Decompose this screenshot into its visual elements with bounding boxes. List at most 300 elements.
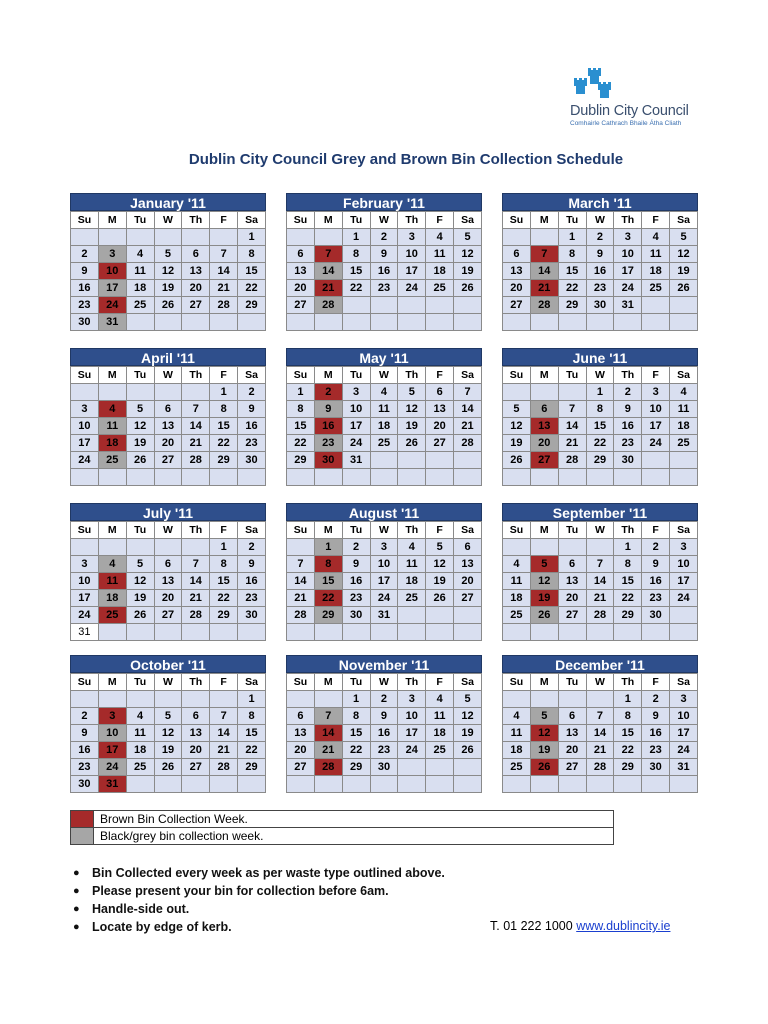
day-cell: 7 bbox=[210, 246, 238, 263]
day-cell: 23 bbox=[342, 590, 370, 607]
day-cell: 10 bbox=[670, 556, 698, 573]
day-cell-grey-bin: 23 bbox=[314, 435, 342, 452]
day-cell-brown-bin: 21 bbox=[530, 280, 558, 297]
legend-row-grey bbox=[71, 828, 614, 845]
week-row bbox=[287, 246, 482, 263]
weekday-label: Tu bbox=[558, 367, 586, 384]
day-cell-grey-bin: 19 bbox=[530, 742, 558, 759]
weekday-label: Th bbox=[398, 367, 426, 384]
weekday-label: Th bbox=[614, 522, 642, 539]
day-cell: 25 bbox=[370, 435, 398, 452]
weekday-header-row bbox=[287, 674, 482, 691]
weekday-label: W bbox=[586, 367, 614, 384]
month-days-table bbox=[502, 211, 698, 331]
weekday-label: W bbox=[370, 522, 398, 539]
week-row bbox=[503, 469, 698, 486]
weekday-label: M bbox=[530, 674, 558, 691]
council-name: Dublin City Council bbox=[570, 103, 689, 119]
day-cell: 6 bbox=[154, 556, 182, 573]
day-cell: 6 bbox=[503, 246, 531, 263]
day-cell: 15 bbox=[238, 725, 266, 742]
day-cell: 22 bbox=[238, 280, 266, 297]
day-cell: 30 bbox=[642, 607, 670, 624]
day-cell: 1 bbox=[210, 384, 238, 401]
month-title: December '11 bbox=[502, 655, 698, 673]
empty-cell bbox=[287, 314, 315, 331]
day-cell: 18 bbox=[126, 742, 154, 759]
day-cell-grey-bin: 24 bbox=[98, 759, 126, 776]
weekday-label: M bbox=[98, 212, 126, 229]
empty-cell bbox=[287, 229, 315, 246]
empty-cell bbox=[530, 314, 558, 331]
day-cell: 4 bbox=[370, 384, 398, 401]
day-cell: 24 bbox=[71, 607, 99, 624]
day-cell: 22 bbox=[210, 435, 238, 452]
empty-cell bbox=[314, 469, 342, 486]
empty-cell bbox=[370, 297, 398, 314]
day-cell-grey-bin: 12 bbox=[530, 573, 558, 590]
week-row bbox=[71, 452, 266, 469]
day-cell: 2 bbox=[642, 691, 670, 708]
day-cell: 9 bbox=[370, 246, 398, 263]
empty-cell bbox=[398, 776, 426, 793]
day-cell-brown-bin: 30 bbox=[314, 452, 342, 469]
weekday-label: Tu bbox=[558, 522, 586, 539]
week-row bbox=[287, 418, 482, 435]
day-cell: 8 bbox=[238, 246, 266, 263]
weekday-label: W bbox=[370, 212, 398, 229]
day-cell: 29 bbox=[586, 452, 614, 469]
day-cell: 21 bbox=[586, 590, 614, 607]
day-cell-brown-bin: 7 bbox=[530, 246, 558, 263]
day-cell: 5 bbox=[503, 401, 531, 418]
day-cell: 30 bbox=[238, 452, 266, 469]
day-cell: 19 bbox=[126, 590, 154, 607]
day-cell: 17 bbox=[398, 725, 426, 742]
weekday-label: F bbox=[210, 212, 238, 229]
day-cell: 29 bbox=[210, 452, 238, 469]
weekday-label: Th bbox=[398, 522, 426, 539]
day-cell: 23 bbox=[238, 590, 266, 607]
day-cell-brown-bin: 10 bbox=[98, 263, 126, 280]
day-cell: 18 bbox=[670, 418, 698, 435]
day-cell: 13 bbox=[154, 573, 182, 590]
day-cell: 19 bbox=[154, 742, 182, 759]
day-cell: 20 bbox=[154, 590, 182, 607]
weekday-label: M bbox=[314, 674, 342, 691]
day-cell: 12 bbox=[454, 246, 482, 263]
day-cell: 28 bbox=[182, 607, 210, 624]
day-cell: 20 bbox=[287, 742, 315, 759]
day-cell-brown-bin: 18 bbox=[98, 435, 126, 452]
day-cell: 23 bbox=[238, 435, 266, 452]
day-cell: 20 bbox=[154, 435, 182, 452]
weekday-label: Su bbox=[287, 212, 315, 229]
day-cell-brown-bin: 22 bbox=[314, 590, 342, 607]
empty-cell bbox=[287, 691, 315, 708]
day-cell: 5 bbox=[126, 556, 154, 573]
empty-cell bbox=[670, 314, 698, 331]
day-cell: 27 bbox=[558, 607, 586, 624]
weekday-header-row bbox=[503, 212, 698, 229]
day-cell: 17 bbox=[670, 573, 698, 590]
phone-number: T. 01 222 1000 bbox=[490, 919, 573, 933]
day-cell: 28 bbox=[454, 435, 482, 452]
empty-cell bbox=[454, 759, 482, 776]
day-cell: 23 bbox=[642, 590, 670, 607]
week-row bbox=[71, 229, 266, 246]
month-days-table bbox=[502, 673, 698, 793]
day-cell: 10 bbox=[614, 246, 642, 263]
month-title: July '11 bbox=[70, 503, 266, 521]
empty-cell bbox=[670, 776, 698, 793]
day-cell: 16 bbox=[71, 280, 99, 297]
day-cell: 4 bbox=[126, 708, 154, 725]
day-cell-brown-bin: 14 bbox=[314, 725, 342, 742]
day-cell: 20 bbox=[182, 742, 210, 759]
month-title: October '11 bbox=[70, 655, 266, 673]
day-cell: 26 bbox=[503, 452, 531, 469]
day-cell: 16 bbox=[71, 742, 99, 759]
day-cell: 30 bbox=[71, 776, 99, 793]
weekday-label: Su bbox=[503, 367, 531, 384]
weekday-label: Tu bbox=[126, 522, 154, 539]
weekday-label: Sa bbox=[238, 212, 266, 229]
grey-swatch bbox=[71, 828, 94, 845]
empty-cell bbox=[558, 314, 586, 331]
empty-cell bbox=[287, 469, 315, 486]
day-cell: 29 bbox=[210, 607, 238, 624]
empty-cell bbox=[454, 607, 482, 624]
weekday-label: Sa bbox=[454, 212, 482, 229]
weekday-header-row bbox=[503, 674, 698, 691]
empty-cell bbox=[182, 691, 210, 708]
empty-cell bbox=[314, 314, 342, 331]
month-title: April '11 bbox=[70, 348, 266, 366]
empty-cell bbox=[370, 776, 398, 793]
day-cell: 22 bbox=[210, 590, 238, 607]
day-cell: 27 bbox=[154, 607, 182, 624]
empty-cell bbox=[454, 314, 482, 331]
empty-cell bbox=[98, 384, 126, 401]
weekday-label: Tu bbox=[342, 367, 370, 384]
empty-cell bbox=[314, 776, 342, 793]
empty-cell bbox=[342, 469, 370, 486]
weekday-label: Su bbox=[503, 212, 531, 229]
day-cell-grey-bin: 14 bbox=[314, 263, 342, 280]
day-cell: 24 bbox=[670, 590, 698, 607]
weekday-label: Th bbox=[182, 212, 210, 229]
day-cell-grey-bin: 3 bbox=[98, 246, 126, 263]
empty-cell bbox=[558, 539, 586, 556]
empty-cell bbox=[503, 691, 531, 708]
day-cell: 21 bbox=[182, 590, 210, 607]
weekday-label: M bbox=[98, 367, 126, 384]
website-link[interactable]: www.dublincity.ie bbox=[576, 919, 671, 933]
day-cell-brown-bin: 21 bbox=[314, 280, 342, 297]
empty-cell bbox=[287, 776, 315, 793]
day-cell: 2 bbox=[586, 229, 614, 246]
bullet-icon: ● bbox=[73, 921, 80, 933]
weekday-label: W bbox=[586, 522, 614, 539]
week-row bbox=[287, 759, 482, 776]
day-cell: 4 bbox=[426, 691, 454, 708]
day-cell: 21 bbox=[210, 742, 238, 759]
day-cell: 12 bbox=[454, 708, 482, 725]
month-days-table bbox=[286, 521, 482, 641]
day-cell: 15 bbox=[238, 263, 266, 280]
empty-cell bbox=[586, 776, 614, 793]
week-row bbox=[71, 556, 266, 573]
empty-cell bbox=[126, 469, 154, 486]
empty-cell bbox=[182, 624, 210, 641]
empty-cell bbox=[642, 297, 670, 314]
empty-cell bbox=[126, 691, 154, 708]
week-row bbox=[287, 401, 482, 418]
legend-grey-label: Black/grey bin collection week. bbox=[94, 828, 614, 845]
weekday-label: M bbox=[530, 367, 558, 384]
day-cell: 26 bbox=[454, 742, 482, 759]
month-calendar bbox=[70, 503, 266, 641]
empty-cell bbox=[642, 452, 670, 469]
day-cell: 12 bbox=[154, 725, 182, 742]
day-cell: 5 bbox=[670, 229, 698, 246]
weekday-label: W bbox=[154, 674, 182, 691]
day-cell-brown-bin: 4 bbox=[98, 401, 126, 418]
day-cell: 28 bbox=[182, 452, 210, 469]
weekday-label: M bbox=[314, 212, 342, 229]
empty-cell bbox=[454, 297, 482, 314]
empty-cell bbox=[530, 776, 558, 793]
day-cell-brown-bin: 5 bbox=[530, 556, 558, 573]
day-cell: 4 bbox=[426, 229, 454, 246]
day-cell: 1 bbox=[238, 229, 266, 246]
day-cell: 24 bbox=[614, 280, 642, 297]
day-cell-grey-bin: 26 bbox=[530, 607, 558, 624]
month-title: March '11 bbox=[502, 193, 698, 211]
week-row bbox=[71, 573, 266, 590]
week-row bbox=[503, 590, 698, 607]
month-title: February '11 bbox=[286, 193, 482, 211]
week-row bbox=[503, 691, 698, 708]
day-cell: 9 bbox=[614, 401, 642, 418]
day-cell: 27 bbox=[558, 759, 586, 776]
week-row bbox=[287, 776, 482, 793]
weekday-header-row bbox=[287, 522, 482, 539]
week-row bbox=[71, 246, 266, 263]
day-cell: 3 bbox=[642, 384, 670, 401]
day-cell-brown-bin: 27 bbox=[530, 452, 558, 469]
note-item bbox=[70, 864, 710, 882]
day-cell: 6 bbox=[558, 708, 586, 725]
weekday-label: Su bbox=[287, 367, 315, 384]
day-cell: 8 bbox=[210, 556, 238, 573]
empty-cell bbox=[454, 452, 482, 469]
day-cell-brown-bin: 3 bbox=[98, 708, 126, 725]
empty-cell bbox=[314, 624, 342, 641]
day-cell: 12 bbox=[154, 263, 182, 280]
legend bbox=[70, 810, 614, 845]
day-cell: 17 bbox=[71, 435, 99, 452]
day-cell: 17 bbox=[370, 573, 398, 590]
week-row bbox=[71, 435, 266, 452]
weekday-label: M bbox=[314, 522, 342, 539]
week-row bbox=[71, 401, 266, 418]
weekday-label: W bbox=[154, 367, 182, 384]
day-cell: 27 bbox=[182, 297, 210, 314]
day-cell: 9 bbox=[71, 725, 99, 742]
weekday-label: Sa bbox=[670, 522, 698, 539]
empty-cell bbox=[614, 314, 642, 331]
day-cell: 22 bbox=[586, 435, 614, 452]
empty-cell bbox=[154, 624, 182, 641]
weekday-label: M bbox=[98, 522, 126, 539]
day-cell: 29 bbox=[614, 607, 642, 624]
day-cell: 1 bbox=[614, 539, 642, 556]
day-cell: 27 bbox=[426, 435, 454, 452]
day-cell-grey-bin: 31 bbox=[98, 314, 126, 331]
day-cell: 26 bbox=[426, 590, 454, 607]
day-cell: 23 bbox=[614, 435, 642, 452]
weekday-header-row bbox=[71, 212, 266, 229]
day-cell: 23 bbox=[370, 280, 398, 297]
week-row bbox=[503, 297, 698, 314]
day-cell: 15 bbox=[210, 573, 238, 590]
day-cell: 19 bbox=[454, 263, 482, 280]
day-cell: 7 bbox=[287, 556, 315, 573]
weekday-label: M bbox=[314, 367, 342, 384]
week-row bbox=[503, 776, 698, 793]
empty-cell bbox=[154, 469, 182, 486]
day-cell: 22 bbox=[287, 435, 315, 452]
day-cell: 29 bbox=[238, 297, 266, 314]
day-cell: 8 bbox=[342, 246, 370, 263]
empty-cell bbox=[558, 384, 586, 401]
week-row bbox=[71, 297, 266, 314]
week-row bbox=[287, 573, 482, 590]
day-cell: 13 bbox=[503, 263, 531, 280]
day-cell: 1 bbox=[287, 384, 315, 401]
empty-cell bbox=[126, 314, 154, 331]
empty-cell bbox=[503, 539, 531, 556]
day-cell: 24 bbox=[71, 452, 99, 469]
empty-cell bbox=[558, 776, 586, 793]
day-cell: 20 bbox=[426, 418, 454, 435]
weekday-label: Tu bbox=[558, 212, 586, 229]
week-row bbox=[71, 314, 266, 331]
day-cell: 22 bbox=[342, 742, 370, 759]
day-cell: 18 bbox=[503, 590, 531, 607]
day-cell: 16 bbox=[370, 725, 398, 742]
weekday-label: F bbox=[642, 367, 670, 384]
empty-cell bbox=[154, 229, 182, 246]
empty-cell bbox=[98, 539, 126, 556]
empty-cell bbox=[670, 297, 698, 314]
day-cell: 18 bbox=[426, 263, 454, 280]
page-title: Dublin City Council Grey and Brown Bin Collection Schedule bbox=[188, 151, 624, 168]
empty-cell bbox=[182, 539, 210, 556]
day-cell: 6 bbox=[558, 556, 586, 573]
day-cell: 5 bbox=[426, 539, 454, 556]
day-cell: 13 bbox=[426, 401, 454, 418]
day-cell: 14 bbox=[210, 725, 238, 742]
day-cell: 3 bbox=[670, 539, 698, 556]
day-cell: 4 bbox=[503, 556, 531, 573]
week-row bbox=[503, 418, 698, 435]
weekday-label: Su bbox=[71, 367, 99, 384]
week-row bbox=[287, 229, 482, 246]
empty-cell bbox=[126, 539, 154, 556]
empty-cell bbox=[670, 607, 698, 624]
empty-cell bbox=[126, 776, 154, 793]
day-cell: 10 bbox=[71, 573, 99, 590]
week-row bbox=[287, 263, 482, 280]
month-calendar bbox=[286, 503, 482, 641]
day-cell: 2 bbox=[370, 691, 398, 708]
day-cell: 27 bbox=[154, 452, 182, 469]
week-row bbox=[287, 314, 482, 331]
day-cell-brown-bin: 28 bbox=[314, 759, 342, 776]
day-cell: 21 bbox=[454, 418, 482, 435]
day-cell: 1 bbox=[586, 384, 614, 401]
day-cell: 20 bbox=[558, 590, 586, 607]
empty-cell bbox=[426, 452, 454, 469]
empty-cell bbox=[586, 624, 614, 641]
day-cell: 19 bbox=[154, 280, 182, 297]
day-cell: 19 bbox=[426, 573, 454, 590]
weekday-label: W bbox=[154, 212, 182, 229]
month-days-table bbox=[286, 366, 482, 486]
empty-cell bbox=[558, 469, 586, 486]
empty-cell bbox=[238, 314, 266, 331]
day-cell-brown-bin: 7 bbox=[314, 246, 342, 263]
day-cell: 23 bbox=[71, 759, 99, 776]
empty-cell bbox=[238, 776, 266, 793]
empty-cell bbox=[558, 691, 586, 708]
empty-cell bbox=[586, 314, 614, 331]
day-cell: 28 bbox=[558, 452, 586, 469]
day-cell: 18 bbox=[398, 573, 426, 590]
day-cell: 2 bbox=[238, 539, 266, 556]
day-cell: 9 bbox=[342, 556, 370, 573]
week-row bbox=[287, 384, 482, 401]
empty-cell bbox=[370, 314, 398, 331]
day-cell: 13 bbox=[454, 556, 482, 573]
day-cell: 25 bbox=[398, 590, 426, 607]
empty-cell bbox=[670, 624, 698, 641]
week-row bbox=[71, 469, 266, 486]
day-cell-grey-bin: 25 bbox=[98, 452, 126, 469]
empty-cell bbox=[398, 297, 426, 314]
week-row bbox=[503, 573, 698, 590]
day-cell: 23 bbox=[586, 280, 614, 297]
day-cell: 20 bbox=[287, 280, 315, 297]
month-days-table bbox=[70, 366, 266, 486]
day-cell: 14 bbox=[586, 573, 614, 590]
day-cell: 22 bbox=[342, 280, 370, 297]
day-cell: 12 bbox=[426, 556, 454, 573]
day-cell: 21 bbox=[558, 435, 586, 452]
day-cell: 26 bbox=[398, 435, 426, 452]
brown-swatch bbox=[71, 811, 94, 828]
day-cell: 3 bbox=[670, 691, 698, 708]
week-row bbox=[287, 539, 482, 556]
week-row bbox=[71, 418, 266, 435]
day-cell: 11 bbox=[503, 573, 531, 590]
day-cell: 2 bbox=[342, 539, 370, 556]
empty-cell bbox=[210, 691, 238, 708]
day-cell: 14 bbox=[287, 573, 315, 590]
